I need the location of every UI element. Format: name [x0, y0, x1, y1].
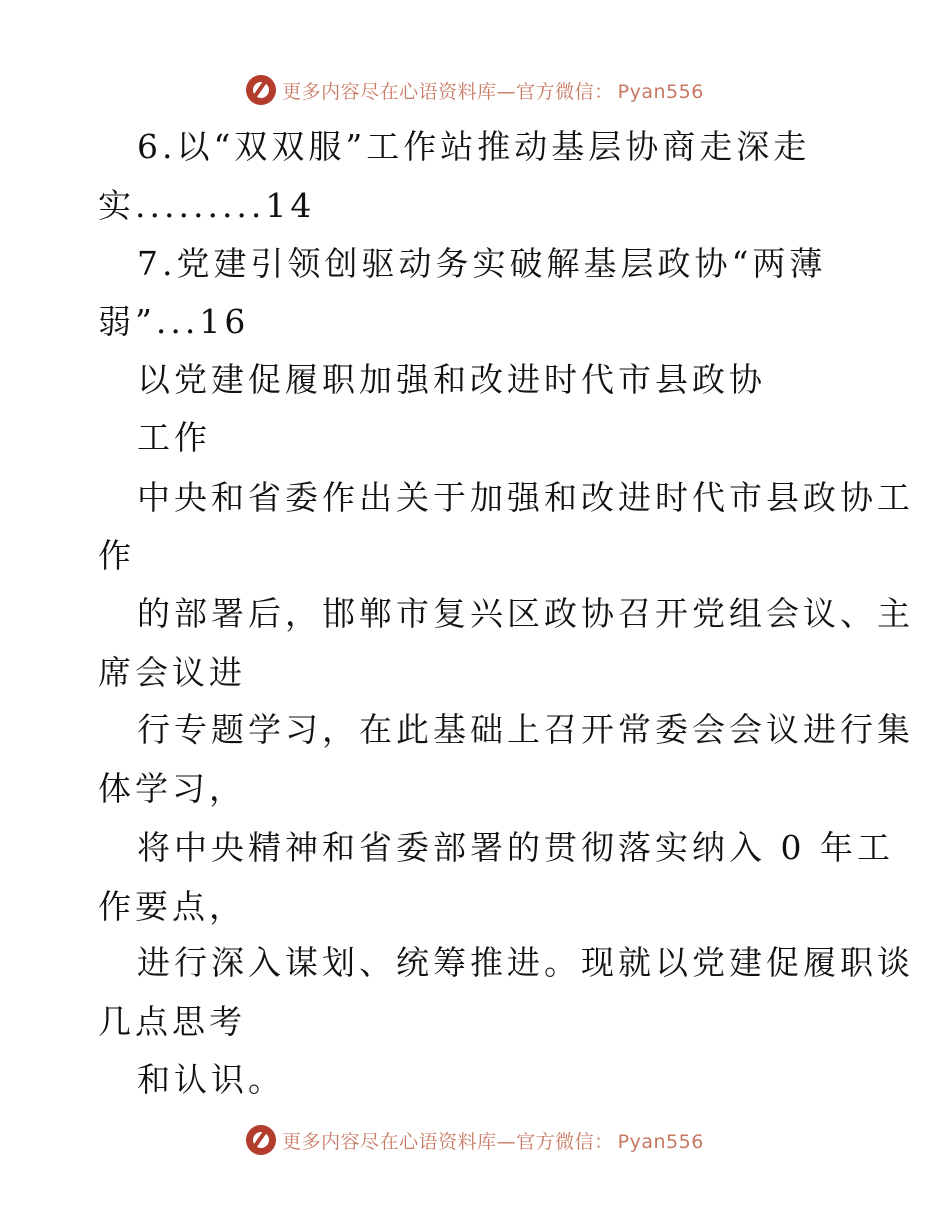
body-line: 几点思考 [98, 1002, 246, 1041]
body-line: 和认识。 [137, 1060, 285, 1099]
body-line: 进行深入谋划、统筹推进。现就以党建促履职谈 [137, 943, 914, 982]
section-title-continued: 工作 [137, 418, 211, 457]
footer-banner-text: 更多内容尽在心语资料库—官方微信： Pyan556 [282, 1130, 704, 1153]
body-line: 体学习， [98, 769, 246, 808]
body-line: 席会议进 [98, 653, 246, 692]
header-banner-text: 更多内容尽在心语资料库—官方微信： Pyan556 [282, 80, 704, 103]
footer-banner [0, 1120, 950, 1160]
body-line: 的部署后，邯郸市复兴区政协召开党组会议、主 [137, 594, 914, 633]
toc-item-7: 7.党建引领创驱动务实破解基层政协“两薄 [137, 244, 827, 283]
body-line: 作要点， [98, 887, 246, 926]
toc-item-7-continued: 弱”...16 [98, 302, 250, 341]
toc-item-6: 6.以“双双服”工作站推动基层协商走深走 [137, 127, 811, 166]
body-line: 作 [98, 536, 135, 575]
section-title: 以党建促履职加强和改进时代市县政协 [137, 360, 766, 399]
pen-logo-icon [246, 1125, 276, 1155]
pen-logo-icon [246, 75, 276, 105]
header-banner [0, 70, 950, 110]
wechat-handle: Pyan556 [617, 1130, 704, 1153]
toc-item-6-continued: 实.........14 [98, 186, 316, 225]
wechat-handle: Pyan556 [617, 80, 704, 103]
body-line: 将中央精神和省委部署的贯彻落实纳入 0 年工 [137, 828, 894, 867]
body-line: 中央和省委作出关于加强和改进时代市县政协工 [137, 478, 914, 517]
body-line: 行专题学习，在此基础上召开常委会会议进行集 [137, 710, 914, 749]
